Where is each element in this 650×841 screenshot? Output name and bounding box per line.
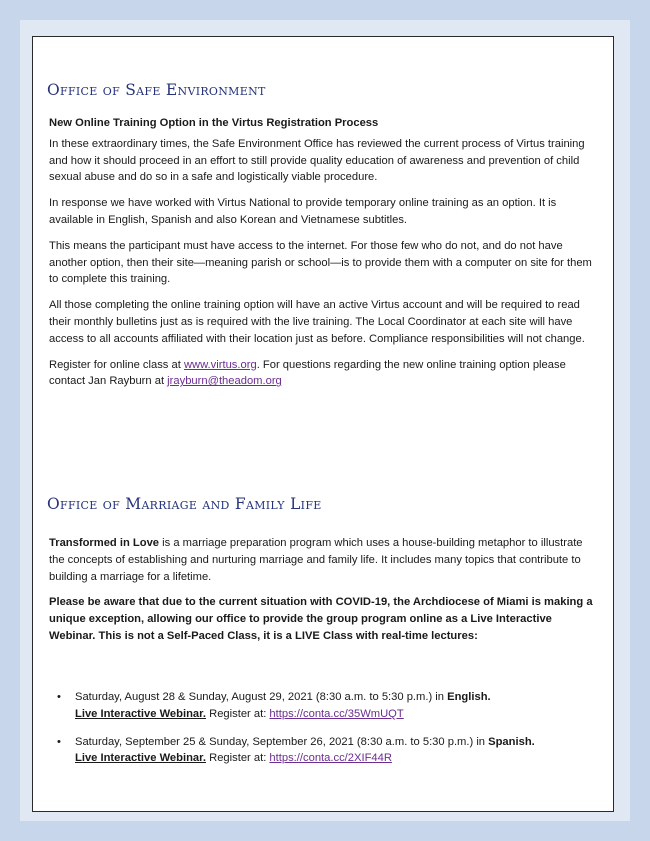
- events-list-container: [49, 689, 601, 778]
- bullet-icon: •: [57, 691, 61, 703]
- paragraph-2: In response we have worked with Virtus National to provide temporary online training as an option. It is available in English, Spanish and also Korean and Vietnamese subtitles.: [49, 197, 557, 226]
- webinar-label: Live Interactive Webinar.: [75, 752, 206, 765]
- page-background: [20, 20, 630, 821]
- intro-paragraph: [49, 535, 601, 585]
- paragraph-3: This means the participant must have access to the internet. For those few who do not, and do not have another option, then their site—meaning parish or school—is to provide them with a computer on site for them to complete this training.: [49, 239, 592, 286]
- register-text-2: . For questions regarding the new online training option please contact Jan Rayburn at: [49, 358, 566, 388]
- email-link[interactable]: jrayburn@theadom.org: [167, 375, 282, 388]
- newsletter-card: [32, 36, 614, 812]
- webinar-label: Live Interactive Webinar.: [75, 707, 206, 720]
- register-label: Register at:: [206, 752, 270, 765]
- registration-link[interactable]: https://conta.cc/35WmUQT: [269, 707, 404, 720]
- safe-environment-section: [49, 115, 601, 399]
- events-list: [49, 689, 601, 767]
- safe-environment-heading: Office of Safe Environment: [47, 81, 266, 99]
- event-item: [57, 734, 601, 768]
- event-date: Saturday, September 25 & Sunday, September 26, 2021 (8:30 a.m. to 5:30 p.m.) in: [75, 735, 489, 748]
- register-label: Register at:: [206, 707, 270, 720]
- intro-text: is a marriage preparation program which uses a house-building metaphor to illustrate the concepts of establishing and nurturing marriage and family life. It includes many topics that contribute to building a marriage for a lifetime.: [49, 537, 583, 583]
- bullet-icon: •: [57, 735, 61, 748]
- event-language: English.: [447, 691, 491, 703]
- virtus-link[interactable]: www.virtus.org: [183, 358, 257, 371]
- registration-link[interactable]: https://conta.cc/2XIF44R: [269, 752, 392, 765]
- marriage-family-section: [49, 535, 601, 654]
- program-name: Transformed in Love: [49, 537, 160, 549]
- event-language: Spanish.: [488, 735, 535, 748]
- paragraph-1: In these extraordinary times, the Safe Environment Office has reviewed the current process of Virtus training and how it should proceed in an effort to still provide quality education of awareness and prevention of child sexual abuse and do so in a safe and logistically viable procedure.: [49, 137, 585, 184]
- event-date: Saturday, August 28 & Sunday, August 29, 2021 (8:30 a.m. to 5:30 p.m.) in: [75, 691, 448, 703]
- event-item: [57, 689, 601, 723]
- register-paragraph: [49, 357, 601, 391]
- virtus-subheading: New Online Training Option in the Virtus Registration Process: [49, 117, 379, 129]
- paragraph-4: All those completing the online training option will have an active Virtus account and will be required to read their monthly bulletins just as is required with the live training. The Local Coordinator at each site will have access to all accounts affiliated with their location just as before. Compliance responsibilities will not change.: [49, 299, 585, 345]
- register-text-1: Register for online class at: [49, 358, 184, 371]
- marriage-family-heading: Office of Marriage and Family Life: [47, 495, 322, 513]
- covid-notice: Please be aware that due to the current situation with COVID-19, the Archdiocese of Miami is making a unique exception, allowing our office to provide the group program online as a Live Interactive Webinar. This is not a Self-Paced Class, it is a LIVE Class with real-time lectures:: [49, 596, 593, 642]
